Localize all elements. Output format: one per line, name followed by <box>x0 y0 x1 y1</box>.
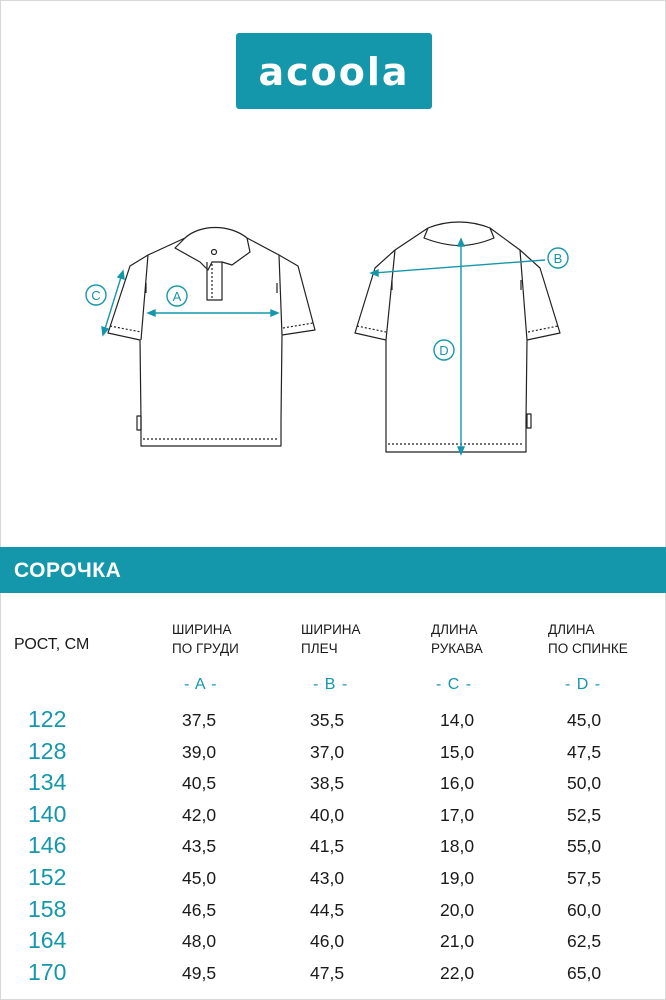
back-sleeve-seam-left <box>386 250 395 340</box>
measure-arrow-b-left <box>371 270 378 276</box>
label-c: C <box>91 288 101 303</box>
value-cell: 50,0 <box>567 773 602 794</box>
section-banner <box>0 547 666 593</box>
column-header-line: ДЛИНА <box>548 622 595 637</box>
front-view <box>108 228 315 447</box>
value-cell: 43,5 <box>182 836 217 857</box>
column-code-c: - C - <box>436 676 473 693</box>
height-cell: 128 <box>28 737 67 764</box>
back-sleeve-seam-right <box>520 250 527 340</box>
value-cell: 55,0 <box>567 836 602 857</box>
value-cell: 40,0 <box>310 804 345 825</box>
value-cell: 14,0 <box>440 710 475 730</box>
measure-arrow-d-top <box>458 239 464 246</box>
value-cell: 40,5 <box>182 773 217 794</box>
section-title: СОРОЧКА <box>14 559 122 582</box>
table-row <box>0 864 666 900</box>
value-cell: 45,0 <box>182 868 217 888</box>
table-row <box>0 927 666 963</box>
value-cell: 57,5 <box>567 868 602 888</box>
value-cell: 15,0 <box>440 741 475 762</box>
measure-line-c <box>104 274 122 332</box>
measure-line-b <box>373 260 545 273</box>
front-sleeve-hem-left <box>110 326 141 332</box>
value-cell: 42,0 <box>182 804 217 825</box>
back-sleeve-hem-right <box>528 326 558 332</box>
front-sleeve-hem-right <box>283 323 313 328</box>
back-sleeve-hem-left <box>357 326 386 332</box>
column-header-line: ПО СПИНКЕ <box>548 641 628 656</box>
column-header-chest <box>172 620 239 658</box>
column-header-line: РУКАВА <box>431 641 483 656</box>
value-cell: 19,0 <box>440 868 475 888</box>
table-row <box>0 800 666 837</box>
value-cell: 20,0 <box>440 899 475 920</box>
front-sleeve-seam-right <box>279 255 282 335</box>
height-cell: 164 <box>28 927 67 954</box>
label-b: B <box>553 251 563 266</box>
table-row <box>0 706 666 742</box>
value-cell: 37,0 <box>310 741 345 762</box>
value-cell: 62,5 <box>567 931 602 952</box>
value-cell: 21,0 <box>440 931 475 952</box>
table-row <box>0 895 666 932</box>
value-cell: 47,5 <box>310 962 345 983</box>
value-cell: 47,5 <box>567 741 602 762</box>
height-cell: 152 <box>28 864 67 890</box>
front-collar <box>175 228 250 271</box>
value-cell: 43,0 <box>310 868 345 888</box>
value-cell: 18,0 <box>440 836 475 857</box>
value-cell: 37,5 <box>182 710 217 730</box>
value-cell: 46,5 <box>182 899 217 920</box>
height-cell: 170 <box>28 958 67 985</box>
height-cell: 158 <box>28 895 67 922</box>
column-header-line: ПЛЕЧ <box>301 641 338 656</box>
height-cell: 134 <box>28 769 67 796</box>
value-cell: 22,0 <box>440 962 475 983</box>
measure-arrow-d-bottom <box>458 447 464 454</box>
value-cell: 46,0 <box>310 931 345 952</box>
column-code-b: - B - <box>313 676 349 693</box>
table-row <box>0 737 666 774</box>
value-cell: 48,0 <box>182 931 217 952</box>
front-sleeve-seam-left <box>141 255 148 340</box>
front-side-tag <box>137 416 141 430</box>
column-header-back-length <box>548 620 628 658</box>
value-cell: 45,0 <box>567 710 602 730</box>
value-cell: 44,5 <box>310 899 345 920</box>
value-cell: 16,0 <box>440 773 475 794</box>
measure-arrow-c-bottom <box>102 327 108 335</box>
measure-arrow-c-top <box>118 271 124 279</box>
table-row <box>0 958 666 995</box>
column-header-shoulders <box>301 620 361 658</box>
value-cell: 65,0 <box>567 962 602 983</box>
measure-arrow-a-right <box>271 310 278 316</box>
value-cell: 52,5 <box>567 804 602 825</box>
brand-logo-text: acoola <box>258 50 410 94</box>
column-code-d: - D - <box>565 676 602 693</box>
height-cell: 140 <box>28 800 67 827</box>
column-header-line: ПО ГРУДИ <box>172 641 239 656</box>
value-cell: 49,5 <box>182 962 217 983</box>
column-code-a: - A - <box>184 676 218 693</box>
value-cell: 41,5 <box>310 836 345 857</box>
value-cell: 38,5 <box>310 773 345 794</box>
value-cell: 39,0 <box>182 741 217 762</box>
height-cell: 146 <box>28 832 67 859</box>
back-side-tag <box>527 414 531 428</box>
front-button <box>212 250 217 255</box>
value-cell: 17,0 <box>440 804 475 825</box>
table-row <box>0 832 666 868</box>
label-d: D <box>439 343 449 358</box>
column-header-line: ШИРИНА <box>172 622 232 637</box>
label-a: A <box>172 289 182 304</box>
column-header-sleeve <box>431 620 483 658</box>
column-header-line: ДЛИНА <box>431 622 478 637</box>
measure-arrow-a-left <box>148 310 155 316</box>
column-header-line: ШИРИНА <box>301 622 361 637</box>
value-cell: 35,5 <box>310 710 345 730</box>
row-header: РОСТ, СМ <box>14 636 90 653</box>
height-cell: 122 <box>28 706 67 732</box>
value-cell: 60,0 <box>567 899 602 920</box>
back-view <box>355 222 560 452</box>
table-row <box>0 769 666 805</box>
